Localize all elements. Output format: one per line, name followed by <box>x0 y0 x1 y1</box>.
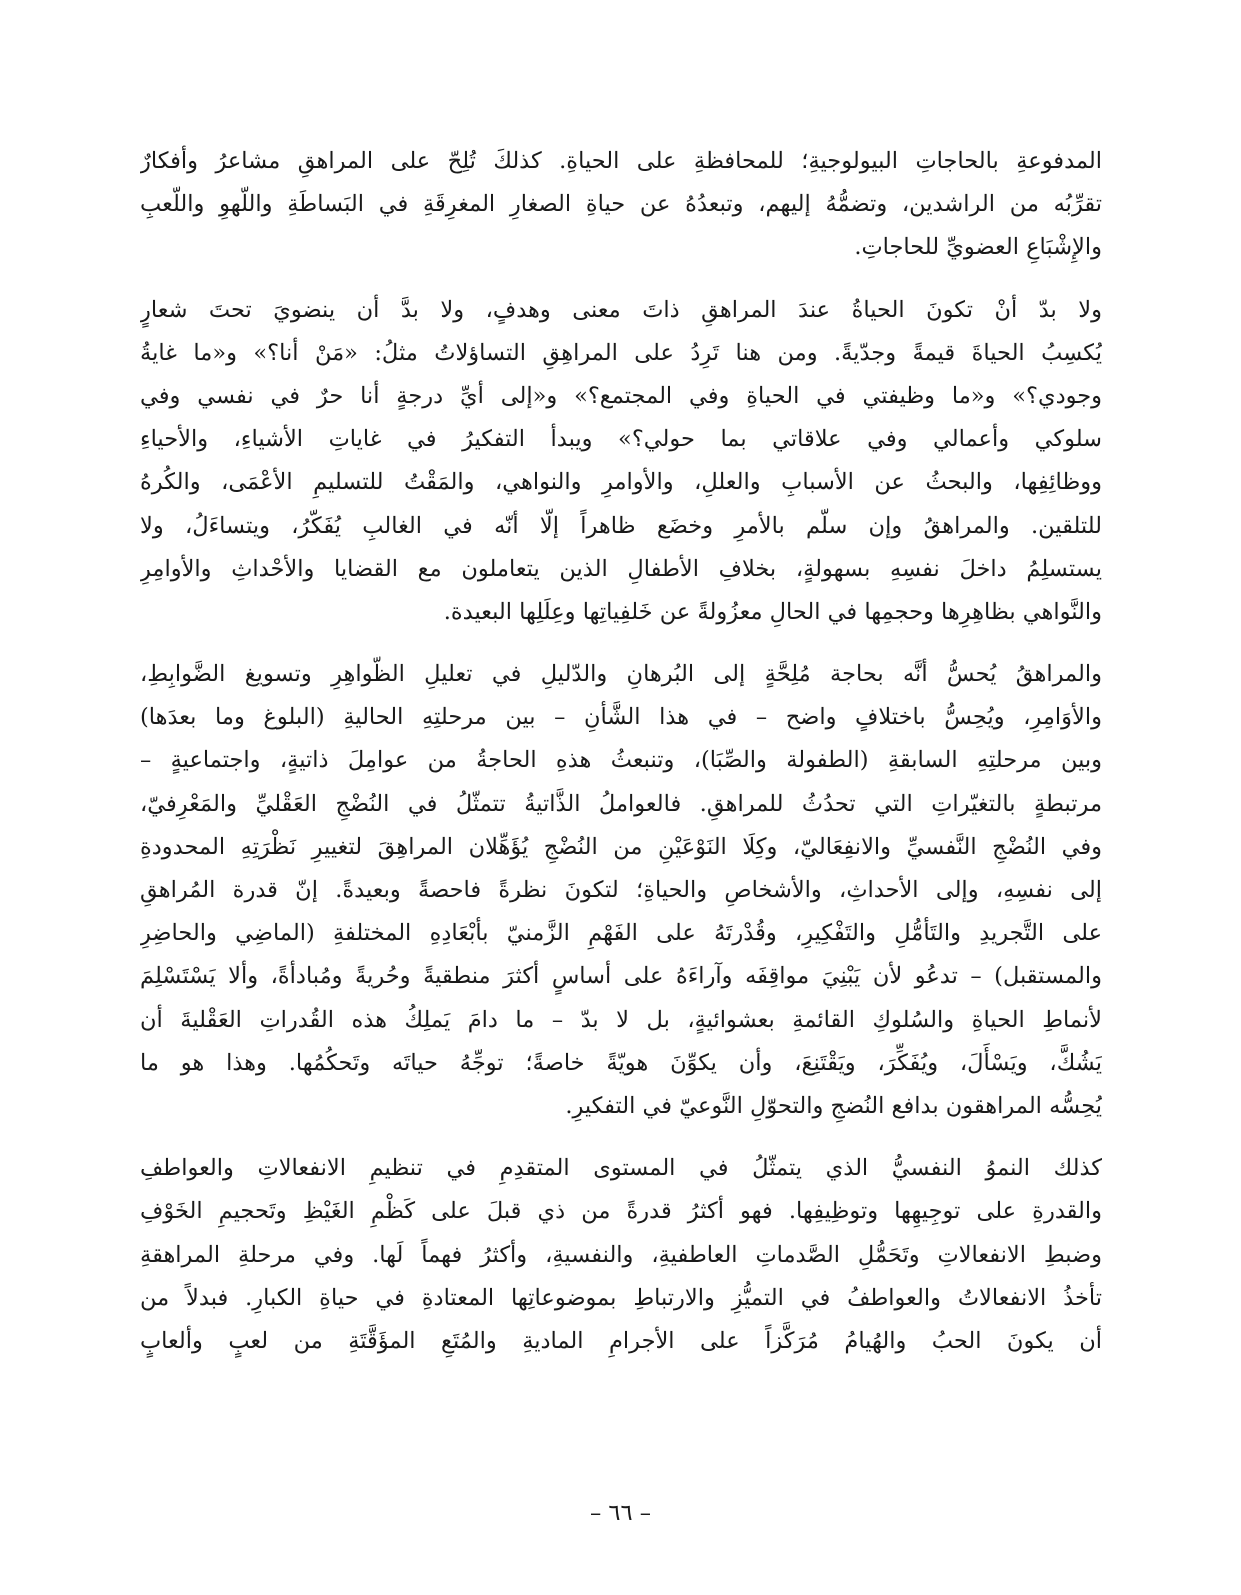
text-line: للتلقين. والمراهقُ وإن سلّم بالأمرِ وخضَع ظاهراً إلّا أنّه في الغالبِ يُفَكّرُ، ويتساءَلُ، ولا <box>140 512 1102 539</box>
text-line: وضبطِ الانفعالاتِ وتَحَمُّلِ الصَّدماتِ العاطفيةِ، والنفسيةِ، وأكثرُ فهماً لَها. وفي مرحلةِ المراهقةِ <box>140 1241 1102 1268</box>
text-line: وجودي؟» و«ما وظيفتي في الحياةِ وفي المجتمع؟» و«إلى أيِّ درجةٍ أنا حرٌ في نفسي وفي <box>140 382 1102 409</box>
text-line: إلى نفسِهِ، وإلى الأحداثِ، والأشخاصِ والحياةِ؛ لتكونَ نظرةً فاحصةً وبعيدةً. إنّ قدرة المُراهقِ <box>140 877 1102 903</box>
text-line: والمراهقُ يُحسُّ أنَّه بحاجة مُلِحَّةٍ إلى البُرهانِ والدّليلِ في تعليلِ الظّواهِرِ وتسويغ الضَّوابِطِ، <box>140 661 1102 688</box>
text-line: والمستقبل) – تدعُو لأن يَبْنِيَ مواقِفَه وآراءَهُ على أساسٍ أكثرَ منطقيةً وحُريةً ومُبادأةً، وألا يَسْتَسْلِمَ <box>140 963 1102 990</box>
text-line: مرتبطةٍ بالتغيّراتِ التي تحدُثُ للمراهقِ. فالعواملُ الذَّاتيةُ تتمثّلُ في النُضْجِ العَقْليِّ والمَعْرِفيّ، <box>140 790 1102 817</box>
text-line: والنَّواهي بظاهِرِها وحجمِها في الحالِ معزُولةً عن خَلفِياتِها وعِلَلِها البعيدة. <box>443 598 1102 625</box>
page-number: – ٦٦ – <box>590 1500 651 1526</box>
text-line: لأنماطِ الحياةِ والسُلوكِ القائمةِ بعشوائيةٍ، بل لا بدّ – ما دامَ يَملِكُ هذه القُدراتِ العَقْليةَ أن <box>140 1006 1102 1033</box>
paragraph <box>140 1147 1102 1363</box>
text-line: ولا بدّ أنْ تكونَ الحياةُ عندَ المراهقِ ذاتَ معنى وهدفٍ، ولا بدَّ أن ينضويَ تحتَ شعارٍ <box>140 296 1102 323</box>
text-line: كذلك النموُ النفسيُّ الذي يتمثّلُ في المستوى المتقدِمِ في تنظيمِ الانفعالاتِ والعواطفِ <box>140 1155 1102 1182</box>
paragraph <box>140 653 1102 1128</box>
text-line: يُكسِبُ الحياةَ قيمةً وجدّيةً. ومن هنا تَرِدُ على المراهِقِ التساؤلاتُ مثلُ: «مَنْ أنا؟» و«ما غايةُ <box>140 339 1102 366</box>
text-line: يُحِسُّه المراهقون بدافع النُضجِ والتحوّلِ النَّوعيّ في التفكيرِ. <box>565 1092 1102 1119</box>
text-line: يستسلِمُ داخلَ نفسِهِ بسهولةٍ، بخلافِ الأطفالِ الذين يتعاملون مع القضايا والأحْداثِ والأوامِرِ <box>140 555 1102 582</box>
paragraph-spacer <box>140 1128 1102 1147</box>
text-line: تقرِّبُه من الراشدين، وتضمُّهُ إليهم، وتبعدُهُ عن حياةِ الصغارِ المغرِقَةِ في البَساطَةِ واللّهوِ واللّعبِ <box>140 191 1102 218</box>
text-line: وبين مرحلتِهِ السابقةِ (الطفولة والصِّبَا)، وتنبعثُ هذهِ الحاجةُ من عوامِلَ ذاتيةٍ، واجتماعيةٍ – <box>140 747 1102 774</box>
body-text <box>140 140 1102 1363</box>
paragraph <box>140 289 1102 635</box>
text-line: سلوكي وأعمالي وفي علاقاتي بما حولي؟» ويبدأ التفكيرُ في غاياتِ الأشياءِ، والأحياءِ <box>140 426 1102 453</box>
text-line: المدفوعةِ بالحاجاتِ البيولوجيةِ؛ للمحافظةِ على الحياةِ. كذلكَ تُلِحّ على المراهقِ مشاعرُ وأفكارٌ <box>140 148 1102 174</box>
text-line: والأوَامِرِ، ويُحِسُّ باختلافٍ واضح – في هذا الشَّأنِ – بين مرحلتِهِ الحاليةِ (البلوغ وما بعدَها) <box>140 704 1102 731</box>
text-line: تأخذُ الانفعالاتُ والعواطفُ في التميُّزِ والارتباطِ بموضوعاتِها المعتادةِ في حياةِ الكبارِ. فبدلاً من <box>140 1284 1102 1311</box>
text-line: يَشُكَّ، ويَسْأَلَ، ويُفَكِّرَ، ويَقْتَنِعَ، وأن يكوِّنَ هويّةً خاصةً؛ توجِّهُ حياتَه وتَحكُمُها. وهذا هو ما <box>140 1049 1102 1076</box>
paragraph-spacer <box>140 270 1102 289</box>
text-line: أن يكونَ الحبُ والهُيامُ مُرَكَّزاً على الأجرامِ الماديةِ والمُتَعِ المؤَقَّتَةِ من لعبٍ وألعابٍ <box>140 1327 1102 1354</box>
paragraph <box>140 140 1102 270</box>
text-line: وفي النُضْجِ النَّفسيِّ والانفِعَاليّ، وكِلَا النَوْعَيْنِ من النُضْجِ يُؤَهِّلان المراهِقَ لتغييرِ نَظْرَتِهِ المحدودةِ <box>140 833 1102 860</box>
text-line: والقدرةِ على توجِيهِها وتوظِيفِها. فهو أكثرُ قدرةً من ذي قبلَ على كَظْمِ الغَيْظِ وتَحجيمِ الخَوْفِ <box>140 1198 1102 1225</box>
text-line: ووظائِفِها، والبحثُ عن الأسبابِ والعللِ، والأوامرِ والنواهي، والمَقْتُ للتسليمِ الأعْمَى، والكُرهُ <box>140 469 1102 496</box>
text-line: والإِشْبَاعِ العضويِّ للحاجاتِ. <box>854 234 1102 261</box>
paragraph-spacer <box>140 634 1102 653</box>
text-line: على التَّجريدِ والتَأمُّلِ والتَفْكِيرِ، وقُدْرتَهُ على الفَهْمِ الزَّمنيّ بأبْعَادِهِ المختلفةِ (الماضِي والحاضِرِ <box>140 920 1102 947</box>
